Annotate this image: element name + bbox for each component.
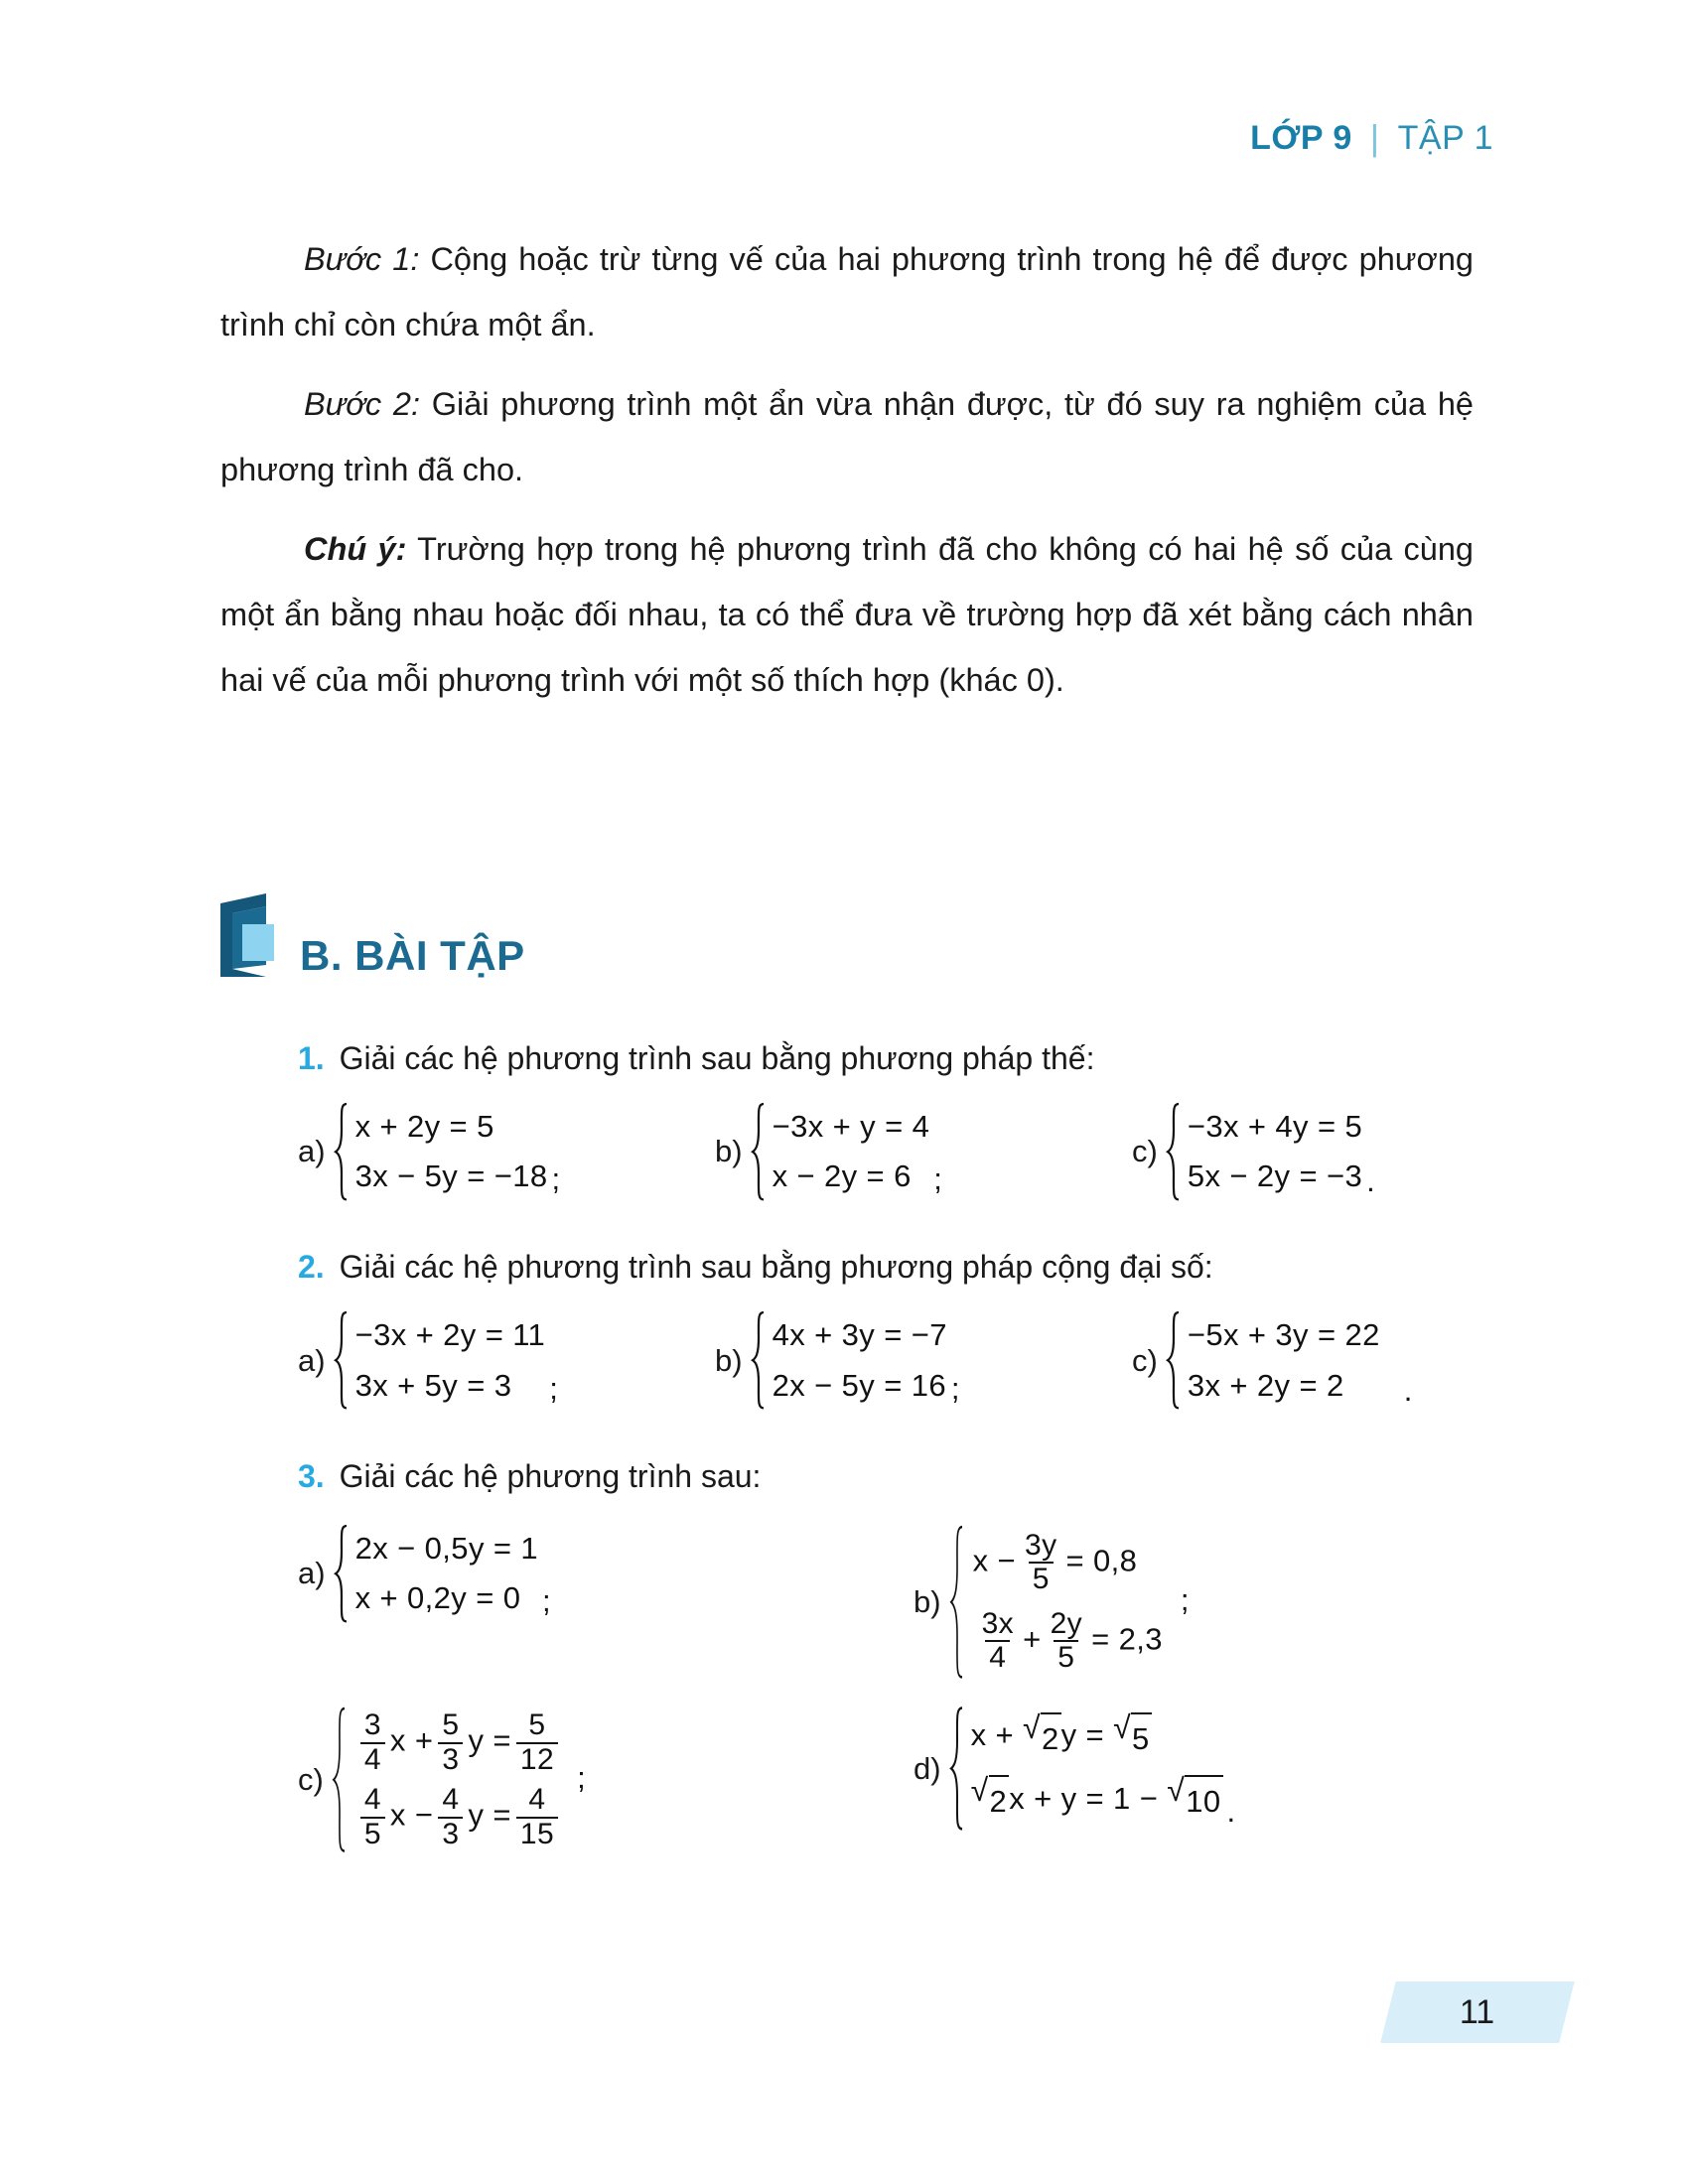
exercise-2-item-a	[298, 1310, 715, 1410]
fraction	[360, 1784, 385, 1850]
equation-system	[334, 1524, 538, 1623]
fraction	[438, 1784, 463, 1850]
section-title: B. BÀI TẬP	[300, 932, 525, 979]
equation-1: x + 2y = 5	[354, 1109, 494, 1144]
denominator: 4	[360, 1742, 385, 1776]
trailing-punctuation: ;	[950, 1370, 960, 1406]
numerator: 3y	[1025, 1528, 1057, 1562]
square-root-icon	[1167, 1774, 1222, 1827]
item-label: c)	[1132, 1134, 1158, 1169]
exercise-1-prompt	[298, 1032, 1489, 1084]
equation-1: −5x + 3y = 22	[1187, 1317, 1380, 1353]
step-2-paragraph	[220, 371, 1474, 502]
eq-mid: y =	[1060, 1717, 1105, 1753]
numerator: 5	[528, 1708, 546, 1742]
item-label: a)	[298, 1134, 326, 1169]
fraction	[1021, 1530, 1061, 1596]
eq-rhs: = 2,3	[1091, 1621, 1163, 1657]
exercise-3-prompt	[298, 1450, 1489, 1502]
item-label: b)	[914, 1583, 941, 1619]
equation-system	[949, 1524, 1163, 1681]
exercise-1-text: Giải các hệ phương trình sau bằng phương pháp thế:	[330, 1040, 1095, 1076]
exercise-3-number: 3.	[298, 1457, 325, 1494]
equation-2: x − 2y = 6	[772, 1159, 912, 1194]
equation-2	[971, 1769, 1223, 1832]
variable-1: x	[389, 1723, 406, 1759]
equation-system	[1166, 1310, 1380, 1410]
equations	[971, 1706, 1223, 1832]
equation-system	[334, 1102, 548, 1201]
page-header	[1250, 117, 1493, 159]
exercise-list	[298, 1032, 1489, 1854]
denominator: 5	[360, 1817, 385, 1850]
left-brace-icon	[751, 1102, 767, 1201]
eq-operator: +	[414, 1723, 434, 1759]
numerator: 4	[363, 1783, 381, 1817]
item-label: c)	[1132, 1342, 1158, 1378]
step-2-text: Giải phương trình một ẩn vừa nhận được, từ đó suy ra nghiệm của hệ phương trình đã cho.	[220, 386, 1474, 487]
exercise-1-item-c	[1132, 1102, 1375, 1201]
equation-2: 2x − 5y = 16	[772, 1367, 946, 1403]
note-text: Trường hợp trong hệ phương trình đã cho không có hai hệ số của cùng một ẩn bằng nhau hoặc đối nhau, ta có thể đưa về trường hợp đã xét bằng cách nhân hai vế của mỗi phương trình với một số thích hợp (khác 0).	[220, 531, 1474, 698]
equation-system	[751, 1310, 947, 1410]
theory-text-block	[220, 226, 1474, 713]
denominator: 5	[1029, 1562, 1054, 1595]
trailing-punctuation: ;	[542, 1583, 551, 1619]
trailing-punctuation: .	[1403, 1372, 1413, 1408]
equation-1: 4x + 3y = −7	[772, 1317, 947, 1353]
exercise-2-number: 2.	[298, 1249, 325, 1286]
eq-operator: −	[414, 1797, 434, 1833]
trailing-punctuation: ;	[577, 1760, 586, 1796]
eq-rhs: = 0,8	[1065, 1543, 1138, 1578]
numerator: 4	[442, 1783, 460, 1817]
equation-2: 5x − 2y = −3	[1187, 1159, 1363, 1194]
item-label: a)	[298, 1342, 326, 1378]
equation-1: −3x + y = 4	[772, 1109, 930, 1144]
eq-lead: x −	[972, 1543, 1016, 1578]
left-brace-icon	[949, 1706, 965, 1832]
equations	[973, 1524, 1163, 1681]
exercise-3-row-2	[298, 1706, 1489, 1854]
equation-2	[355, 1780, 563, 1854]
trailing-punctuation: .	[1366, 1163, 1375, 1199]
radical-sign: √	[1023, 1708, 1041, 1745]
equals-sign: =	[492, 1797, 511, 1833]
grade-label: LỚP 9	[1250, 118, 1352, 157]
equations	[773, 1102, 930, 1201]
equations	[355, 1524, 538, 1623]
exercise-3-text: Giải các hệ phương trình sau:	[330, 1457, 762, 1494]
eq-mid: x + y = 1 −	[1009, 1780, 1159, 1816]
item-label: d)	[914, 1750, 941, 1786]
step-2-label: Bước 2:	[304, 386, 421, 422]
page-number-badge	[1380, 1981, 1574, 2043]
exercise-2-item-b	[715, 1310, 1132, 1410]
left-brace-icon	[334, 1102, 350, 1201]
denominator: 15	[516, 1817, 558, 1850]
equation-1: −3x + 2y = 11	[354, 1317, 546, 1353]
exercise-1-number: 1.	[298, 1040, 325, 1076]
header-divider: |	[1369, 117, 1380, 158]
item-label: b)	[715, 1134, 743, 1169]
exercise-2-item-c	[1132, 1310, 1412, 1410]
equation-1	[971, 1706, 1223, 1768]
square-root-icon	[1023, 1708, 1061, 1764]
denominator: 12	[516, 1742, 558, 1776]
eq-operator: +	[1023, 1621, 1042, 1657]
equation-2: 3x − 5y = −18	[354, 1159, 548, 1194]
item-label: c)	[298, 1762, 324, 1798]
numerator: 5	[442, 1708, 460, 1742]
trailing-punctuation: .	[1226, 1794, 1236, 1830]
left-brace-icon	[751, 1310, 767, 1410]
exercise-1-item-b	[715, 1102, 1132, 1201]
fraction	[516, 1784, 558, 1850]
left-brace-icon	[334, 1310, 350, 1410]
equation-1	[973, 1524, 1163, 1602]
radical-sign: √	[1113, 1708, 1132, 1745]
equation-2	[973, 1602, 1163, 1681]
exercise-2-prompt	[298, 1241, 1489, 1293]
exercise-3-item-d	[914, 1706, 1235, 1832]
equations	[1188, 1102, 1362, 1201]
equation-2: x + 0,2y = 0	[354, 1580, 521, 1616]
exercise-3-item-a	[298, 1524, 914, 1623]
equation-system	[949, 1706, 1223, 1832]
square-root-icon	[971, 1774, 1010, 1827]
item-label: a)	[298, 1556, 326, 1591]
step-1-text: Cộng hoặc trừ từng vế của hai phương trình trong hệ để được phương trình chỉ còn chứa một ẩn.	[220, 241, 1474, 342]
note-paragraph	[220, 516, 1474, 713]
equation-system	[334, 1310, 546, 1410]
bookmark-block-icon	[220, 893, 282, 977]
item-label: b)	[715, 1342, 743, 1378]
equation-2: 3x + 2y = 2	[1187, 1367, 1344, 1403]
equation-system	[332, 1706, 563, 1854]
exercise-1-items	[298, 1102, 1489, 1201]
exercise-3-item-b	[914, 1524, 1190, 1681]
left-brace-icon	[1166, 1310, 1182, 1410]
equations	[1188, 1310, 1380, 1410]
equation-system	[751, 1102, 930, 1201]
radicand: 5	[1131, 1712, 1152, 1764]
equations	[355, 1706, 563, 1854]
denominator: 4	[985, 1640, 1010, 1674]
step-1-label: Bước 1:	[304, 241, 420, 277]
note-label: Chú ý:	[304, 531, 407, 567]
radicand: 2	[1041, 1712, 1061, 1764]
step-1-paragraph	[220, 226, 1474, 357]
variable-2: y	[468, 1797, 485, 1833]
numerator: 4	[528, 1783, 546, 1817]
fraction	[516, 1709, 558, 1776]
volume-label: TẬP 1	[1397, 118, 1493, 157]
exercise-2-items	[298, 1310, 1489, 1410]
radical-sign: √	[970, 1772, 989, 1809]
fraction	[1047, 1608, 1087, 1675]
exercise-3-row-1	[298, 1524, 1489, 1681]
equation-1	[355, 1706, 563, 1780]
radicand: 10	[1185, 1775, 1222, 1827]
exercise-2-text: Giải các hệ phương trình sau bằng phương pháp cộng đại số:	[330, 1249, 1213, 1286]
numerator: 2y	[1050, 1606, 1083, 1640]
denominator: 5	[1054, 1640, 1078, 1674]
equations	[773, 1310, 947, 1410]
equation-1: 2x − 0,5y = 1	[354, 1530, 539, 1566]
left-brace-icon	[1166, 1102, 1182, 1201]
exercise-1-item-a	[298, 1102, 715, 1201]
fraction	[438, 1709, 463, 1776]
left-brace-icon	[332, 1706, 350, 1854]
left-brace-icon	[334, 1524, 350, 1623]
denominator: 3	[438, 1817, 463, 1850]
numerator: 3x	[981, 1606, 1015, 1640]
fraction	[360, 1709, 385, 1776]
radical-sign: √	[1167, 1772, 1186, 1809]
trailing-punctuation: ;	[549, 1370, 558, 1406]
equals-sign: =	[492, 1723, 511, 1759]
left-brace-icon	[949, 1524, 967, 1681]
trailing-punctuation: ;	[551, 1161, 561, 1197]
radicand: 2	[989, 1775, 1010, 1827]
numerator: 3	[363, 1708, 381, 1742]
equation-1: −3x + 4y = 5	[1187, 1109, 1363, 1144]
equation-2: 3x + 5y = 3	[354, 1367, 512, 1403]
exercise-3-item-c	[298, 1706, 914, 1854]
equation-system	[1166, 1102, 1362, 1201]
square-root-icon	[1113, 1708, 1152, 1764]
trailing-punctuation: ;	[1180, 1581, 1190, 1617]
equations	[355, 1102, 548, 1201]
equations	[355, 1310, 546, 1410]
variable-1: x	[389, 1797, 406, 1833]
section-heading	[220, 893, 525, 979]
variable-2: y	[468, 1723, 485, 1759]
eq-lead: x +	[970, 1717, 1014, 1753]
page-number: 11	[1460, 1992, 1495, 2031]
fraction	[978, 1608, 1019, 1675]
trailing-punctuation: ;	[933, 1161, 942, 1197]
denominator: 3	[438, 1742, 463, 1776]
